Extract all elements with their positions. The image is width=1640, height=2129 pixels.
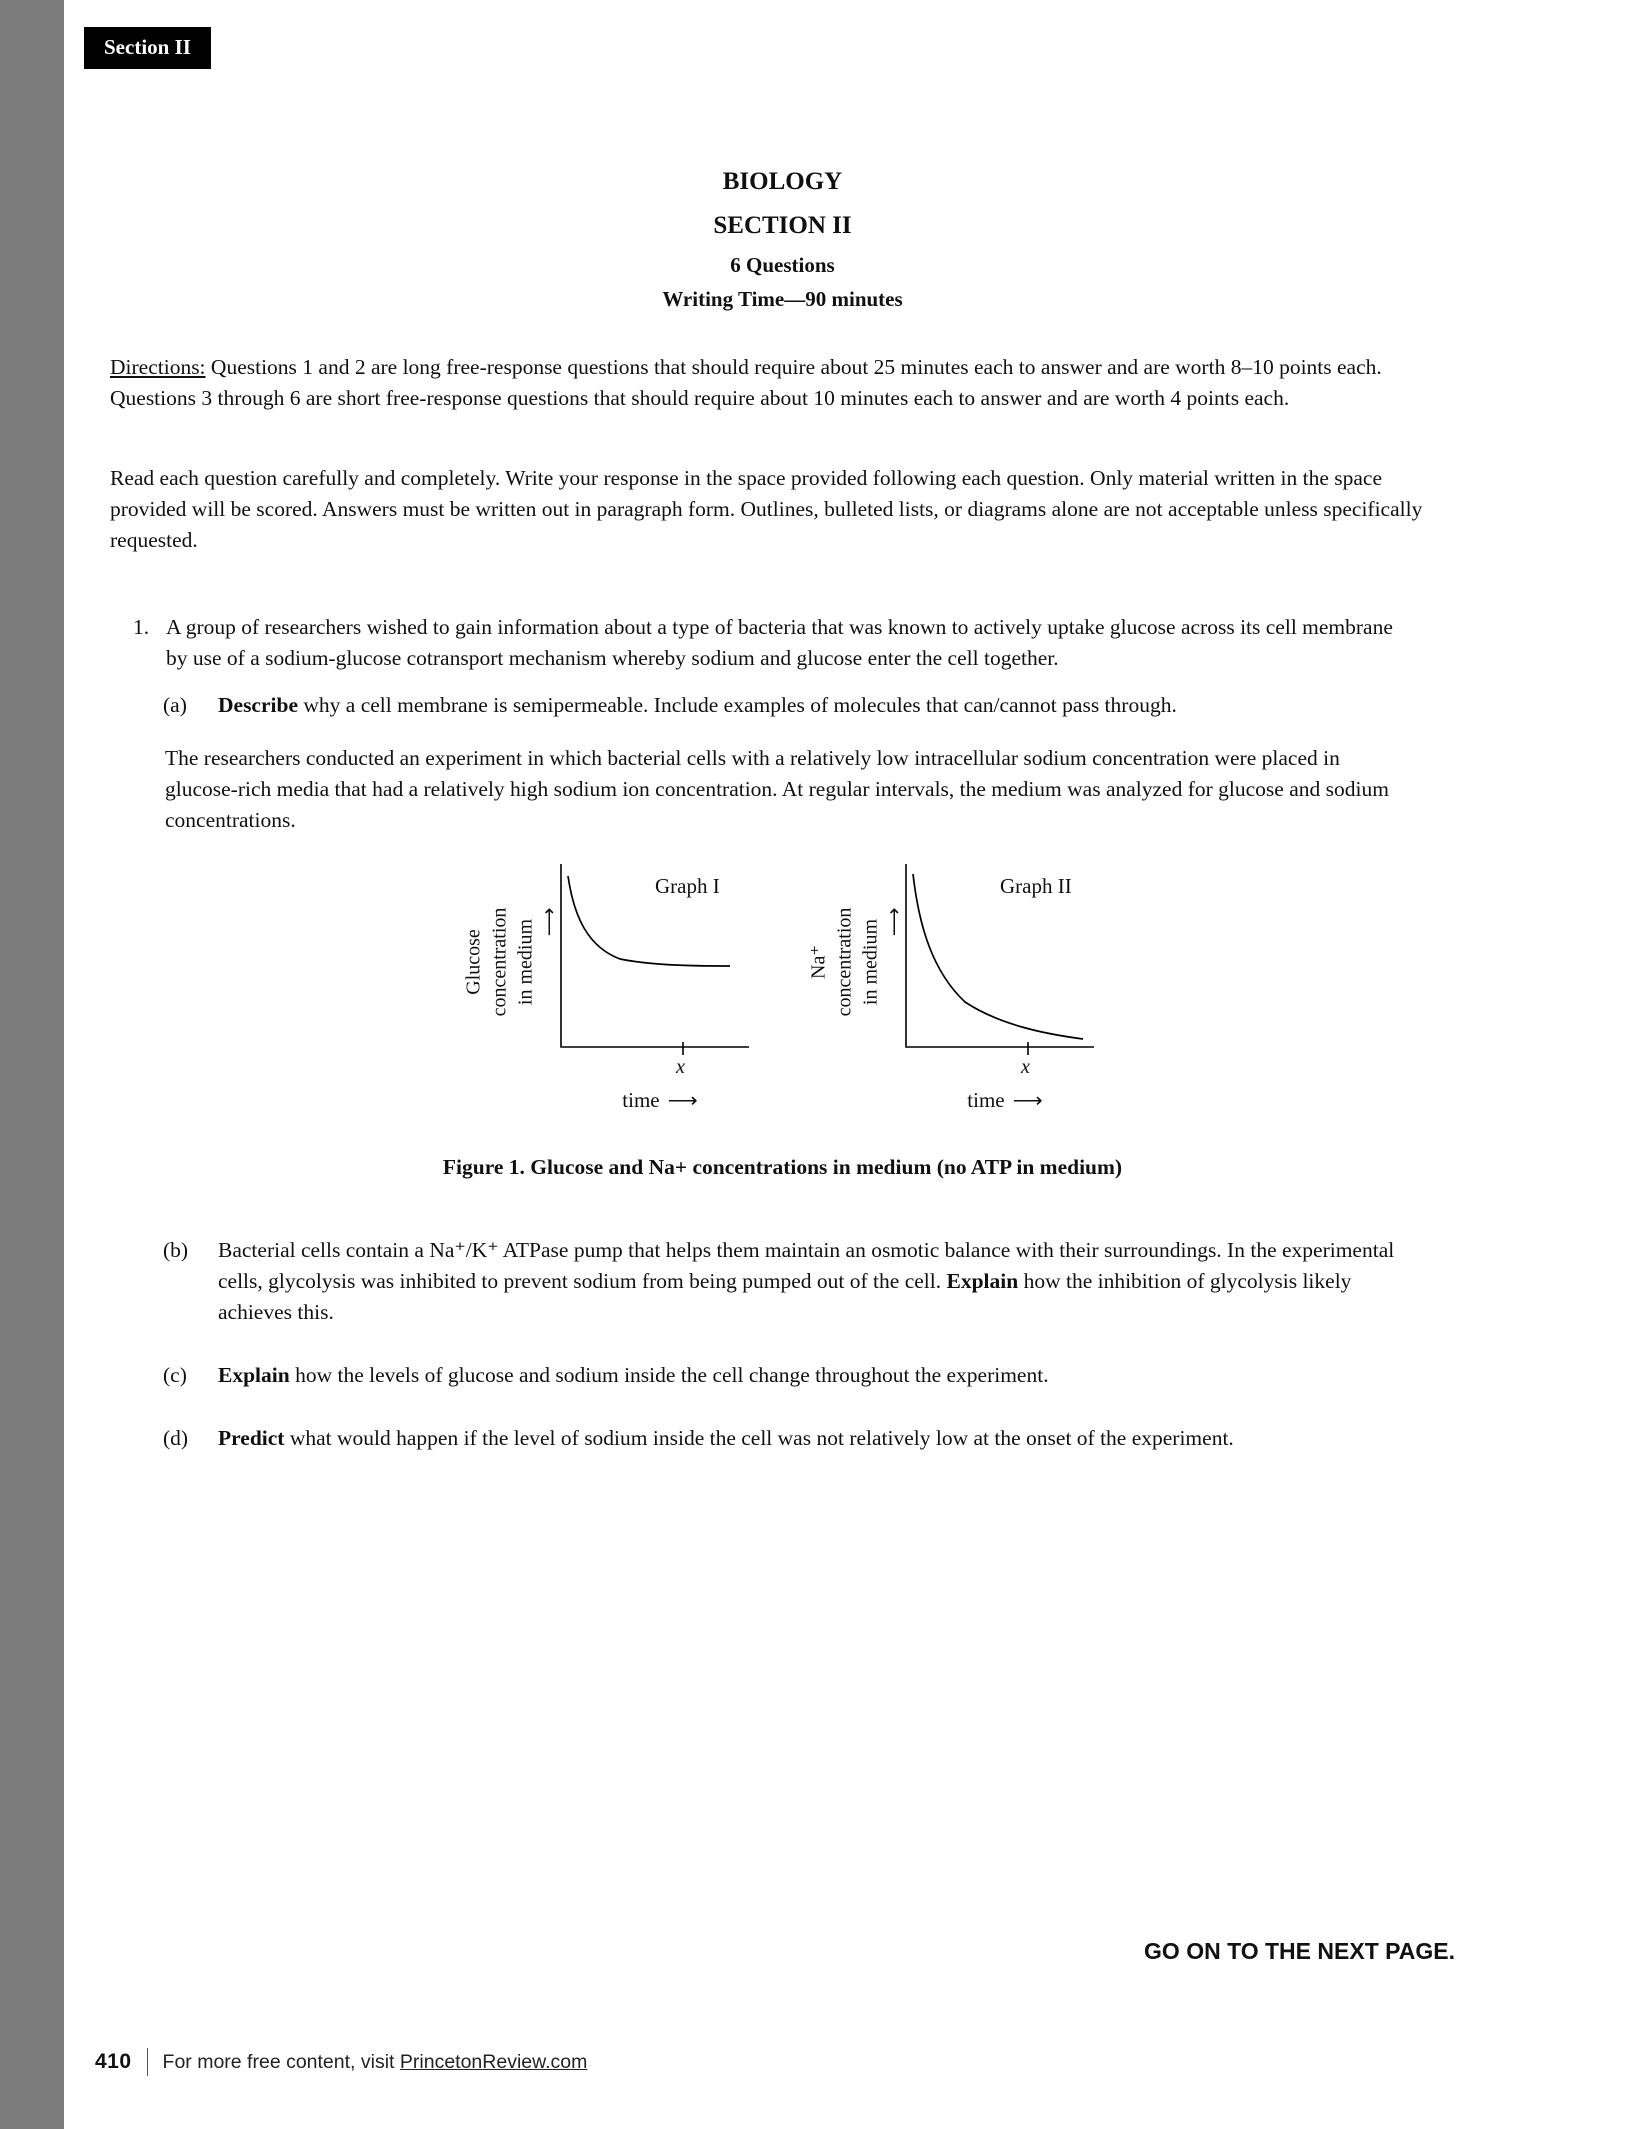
figure-1	[110, 862, 1455, 1162]
part-d-text	[218, 1423, 1410, 1454]
graph-2-y-axis-arrow-icon: ⟶	[883, 907, 905, 937]
instructions-paragraph: Read each question carefully and completely. Write your response in the space provided following each question. Only material written in the space provided will be scored. Answers must be written out in paragraph form. Outlines, bulleted lists, or diagrams alone are not acceptable unless specifically requested.	[110, 466, 1423, 552]
question-1-part-b	[163, 1235, 1413, 1328]
part-b-body-post: how the inhibition of glycolysis likely achieves this.	[218, 1269, 1352, 1324]
question-1-part-c	[163, 1360, 1413, 1391]
question-1-part-d	[163, 1423, 1413, 1454]
part-a-text	[218, 690, 1410, 721]
part-c-text	[218, 1360, 1410, 1391]
part-b-label: (b)	[163, 1238, 189, 1262]
graph-1-ylabel-line-1: Glucose	[462, 929, 484, 995]
part-d-keyword: Predict	[218, 1426, 285, 1450]
exam-title: BIOLOGY	[722, 168, 843, 195]
directions-label: Directions:	[110, 355, 206, 379]
page-number: 410	[95, 2050, 132, 2073]
page-edge-strip	[0, 0, 64, 2129]
footer-text-prefix: For more free content, visit	[162, 2050, 400, 2073]
graph-1	[460, 862, 760, 1137]
question-1-number: 1.	[133, 615, 150, 639]
graph-1-x-axis-arrow-icon: ⟶	[667, 1088, 698, 1112]
part-d-label: (d)	[163, 1426, 189, 1450]
figure-caption: Figure 1. Glucose and Na+ concentrations in medium (no ATP in medium)	[442, 1155, 1123, 1179]
graph-2-y-axis-label-text	[805, 908, 905, 1017]
section-heading: SECTION II	[713, 212, 852, 239]
footer-link[interactable]: PrincetonReview.com	[399, 2050, 588, 2073]
part-a-keyword: Describe	[218, 693, 298, 717]
graph-2-ylabel-line-2: concentration	[833, 907, 855, 1017]
graph-1-ylabel-line-2: concentration	[488, 907, 510, 1017]
graph-1-y-axis-label	[460, 862, 560, 1062]
go-on-notice: GO ON TO THE NEXT PAGE.	[1144, 1938, 1455, 1964]
graph-2-ylabel-line-1: Na⁺	[807, 945, 829, 979]
graph-1-x-axis-label	[560, 1088, 760, 1113]
experiment-paragraph: The researchers conducted an experiment in which bacterial cells with a relatively low intracellular sodium concentration were placed in glucose-rich media that had a relatively high sodium ion concentration. At regular intervals, the medium was analyzed for glucose and sodium concentrations.	[165, 746, 1389, 832]
part-a-body: why a cell membrane is semipermeable. Include examples of molecules that can/cannot pass through.	[298, 693, 1177, 717]
part-c-body: how the levels of glucose and sodium inside the cell change throughout the experiment.	[289, 1363, 1049, 1387]
graph-2-x-tick-label: x	[1021, 1056, 1030, 1078]
directions-paragraph	[110, 352, 1450, 414]
question-1-intro: A group of researchers wished to gain information about a type of bacteria that was known to actively uptake glucose across its cell membrane by use of a sodium-glucose cotransport mechanism whereby sodium and glucose enter the cell together.	[166, 615, 1393, 670]
graph-1-xlabel-text: time	[622, 1088, 660, 1112]
page-footer	[95, 2048, 587, 2076]
part-b-body-pre: Bacterial cells contain a Na⁺/K⁺ ATPase pump that helps them maintain an osmotic balance with their surroundings. In the experimental cells, glycolysis was inhibited to prevent sodium from being pumped out of the cell.	[218, 1238, 1395, 1293]
page-content	[110, 0, 1455, 2129]
graph-2-ylabel-line-3: in medium	[859, 918, 881, 1006]
footer-divider	[147, 2048, 148, 2076]
question-1-part-a	[163, 690, 1413, 721]
part-b-text	[218, 1235, 1410, 1328]
question-1	[133, 612, 1405, 674]
graph-2-x-axis-arrow-icon: ⟶	[1012, 1088, 1043, 1112]
graph-2-title: Graph II	[1000, 874, 1072, 898]
part-d-body: what would happen if the level of sodium inside the cell was not relatively low at the onset of the experiment.	[284, 1426, 1234, 1450]
part-a-label: (a)	[163, 693, 187, 717]
graph-1-y-axis-label-text	[460, 908, 560, 1017]
part-c-keyword: Explain	[218, 1363, 290, 1387]
section-tab-label: Section II	[104, 35, 191, 59]
part-b-keyword: Explain	[946, 1269, 1019, 1293]
graph-2-x-axis-label	[905, 1088, 1105, 1113]
graph-2-xlabel-text: time	[967, 1088, 1005, 1112]
graph-2	[805, 862, 1105, 1137]
part-c-label: (c)	[163, 1363, 187, 1387]
directions-text: Questions 1 and 2 are long free-response questions that should require about 25 minutes each to answer and are worth 8–10 points each. Questions 3 through 6 are short free-response questions that should require about 10 minutes each to answer and are worth 4 points each.	[110, 355, 1382, 410]
graph-1-x-tick-label: x	[676, 1056, 685, 1078]
graph-2-y-axis-label	[805, 862, 905, 1062]
graph-1-ylabel-line-3: in medium	[514, 918, 536, 1006]
graph-1-title: Graph I	[655, 874, 720, 898]
question-count: 6 Questions	[730, 253, 835, 277]
writing-time: Writing Time—90 minutes	[662, 287, 903, 311]
graph-1-y-axis-arrow-icon: ⟶	[538, 907, 560, 937]
footer-text	[163, 2051, 588, 2074]
